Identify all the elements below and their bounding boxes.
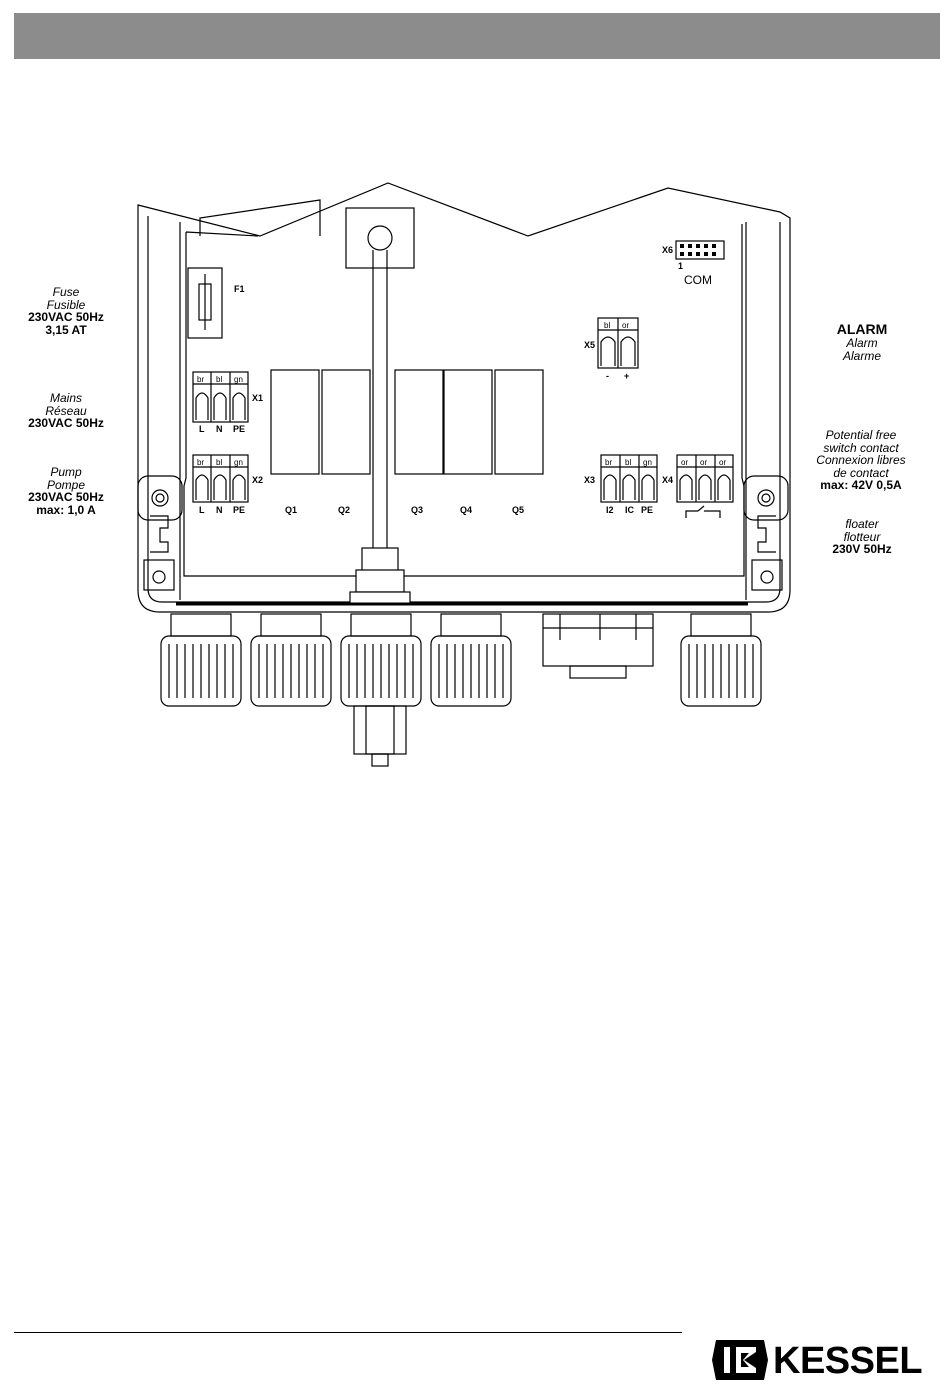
floater-annotation: floater flotteur 230V 50Hz [832,517,892,556]
housing-outline [138,183,790,612]
cable-gland-5 [681,614,761,706]
x1-pin-pe: PE [233,424,246,434]
x1-label: X1 [252,393,264,403]
com-label: COM [684,273,712,287]
pump-plug [354,706,406,754]
brand-name: KESSEL [773,1340,923,1382]
kessel-logo [710,1338,940,1384]
relay-q1-body [271,370,319,474]
x3-pin-ic: IC [625,505,634,515]
x3-wire-br: br [605,458,613,467]
cable-gland-2 [251,614,331,706]
relay-q5-label: Q5 [512,505,525,515]
x6-header [676,241,724,259]
relay-q4-body [444,370,492,474]
pcb-outline [184,224,744,576]
x5-label: X5 [584,340,596,350]
cable-gland-1 [161,614,241,706]
relay-contact-symbol [686,506,720,518]
x3-label: X3 [584,475,596,485]
x2-pin-pe: PE [233,505,246,515]
x1-wire-gn: gn [234,375,243,384]
x6-label: X6 [662,245,674,255]
x2-wire-bl: bl [216,458,223,467]
mains-annotation: Mains Réseau 230VAC 50Hz [28,391,104,430]
alarm-annotation: ALARM Alarm Alarme [836,321,888,363]
fuse-label: F1 [234,284,245,294]
footer-rule [14,1332,682,1333]
x3-wire-gn: gn [643,458,652,467]
contact-annotation: Potential free switch contact Connexion libres de contact max: 42V 0,5A [816,428,906,492]
x1-pin-l: L [199,424,205,434]
cable-gland-3 [341,614,421,706]
fuse-annotation: Fuse Fusible 230VAC 50Hz 3,15 AT [28,285,104,337]
x5-wire-or: or [622,321,630,330]
x2-wire-br: br [197,458,205,467]
relay-q4-label: Q4 [460,505,473,515]
x3-pin-pe: PE [641,505,654,515]
pump-annotation: Pump Pompe 230VAC 50Hz max: 1,0 A [28,465,104,517]
x6-pin1-label: 1 [678,261,684,271]
x4-wire-or-3: or [719,458,727,467]
relay-q2-label: Q2 [338,505,351,515]
relay-q2-body [322,370,370,474]
relay-q3-label: Q3 [411,505,424,515]
x2-pin-l: L [199,505,205,515]
relay-q5-body [495,370,543,474]
x2-pin-n: N [216,505,223,515]
x5-pin-minus: - [606,371,609,381]
x4-wire-or-1: or [681,458,689,467]
x5-wire-bl: bl [604,321,611,330]
x3-pin-i2: I2 [606,505,614,515]
relay-q1-label: Q1 [285,505,298,515]
x3-wire-bl: bl [625,458,632,467]
relay-q3-body [395,370,443,474]
x4-wire-or-2: or [700,458,708,467]
x2-wire-gn: gn [234,458,243,467]
x2-label: X2 [252,475,264,485]
x4-label: X4 [662,475,674,485]
x1-wire-bl: bl [216,375,223,384]
kessel-logo-mark-icon [710,1338,770,1382]
x1-wire-br: br [197,375,205,384]
cable-gland-4 [431,614,511,706]
x5-pin-plus: + [624,371,630,381]
x1-pin-n: N [216,424,223,434]
